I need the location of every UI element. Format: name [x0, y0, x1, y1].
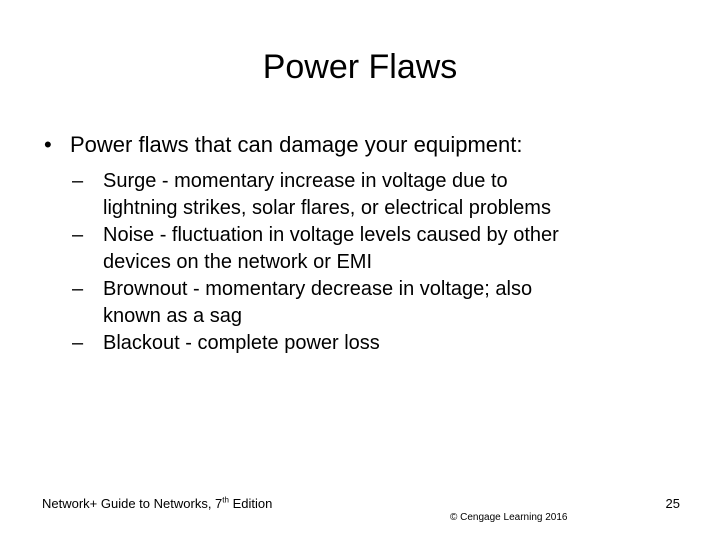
sub-bullet-list [72, 168, 692, 357]
footer-book-prefix: Network+ Guide to Networks, 7 [42, 496, 223, 511]
sub-bullet-blackout [72, 330, 692, 357]
sub-bullet-line: Noise - fluctuation in voltage levels caused by other [103, 224, 559, 246]
sub-bullet-brownout [72, 276, 692, 330]
main-bullet-text: Power flaws that can damage your equipment: [70, 132, 523, 157]
dash-marker: – [72, 170, 84, 192]
footer-book-title [42, 496, 272, 512]
sub-bullet-line: Blackout - complete power loss [103, 332, 380, 354]
dash-marker: – [72, 224, 84, 246]
sub-bullet-surge [72, 168, 692, 222]
dash-marker: – [72, 332, 84, 354]
sub-bullet-line: known as a sag [103, 305, 242, 327]
sub-bullet-line: lightning strikes, solar flares, or electrical problems [103, 197, 551, 219]
sub-bullet-line: Brownout - momentary decrease in voltage; also [103, 278, 533, 300]
sub-bullet-line: devices on the network or EMI [103, 251, 373, 273]
footer-book-superscript: th [222, 495, 229, 505]
footer-copyright: © Cengage Learning 2016 [450, 512, 568, 523]
footer-book-suffix: Edition [228, 496, 273, 511]
slide-title: Power Flaws [262, 48, 458, 86]
sub-bullet-line: Surge - momentary increase in voltage due to [103, 170, 508, 192]
page-number: 25 [665, 496, 680, 511]
bullet-marker: • [44, 132, 52, 157]
sub-bullet-noise [72, 222, 692, 276]
dash-marker: – [72, 278, 84, 300]
main-bullet [44, 130, 684, 160]
